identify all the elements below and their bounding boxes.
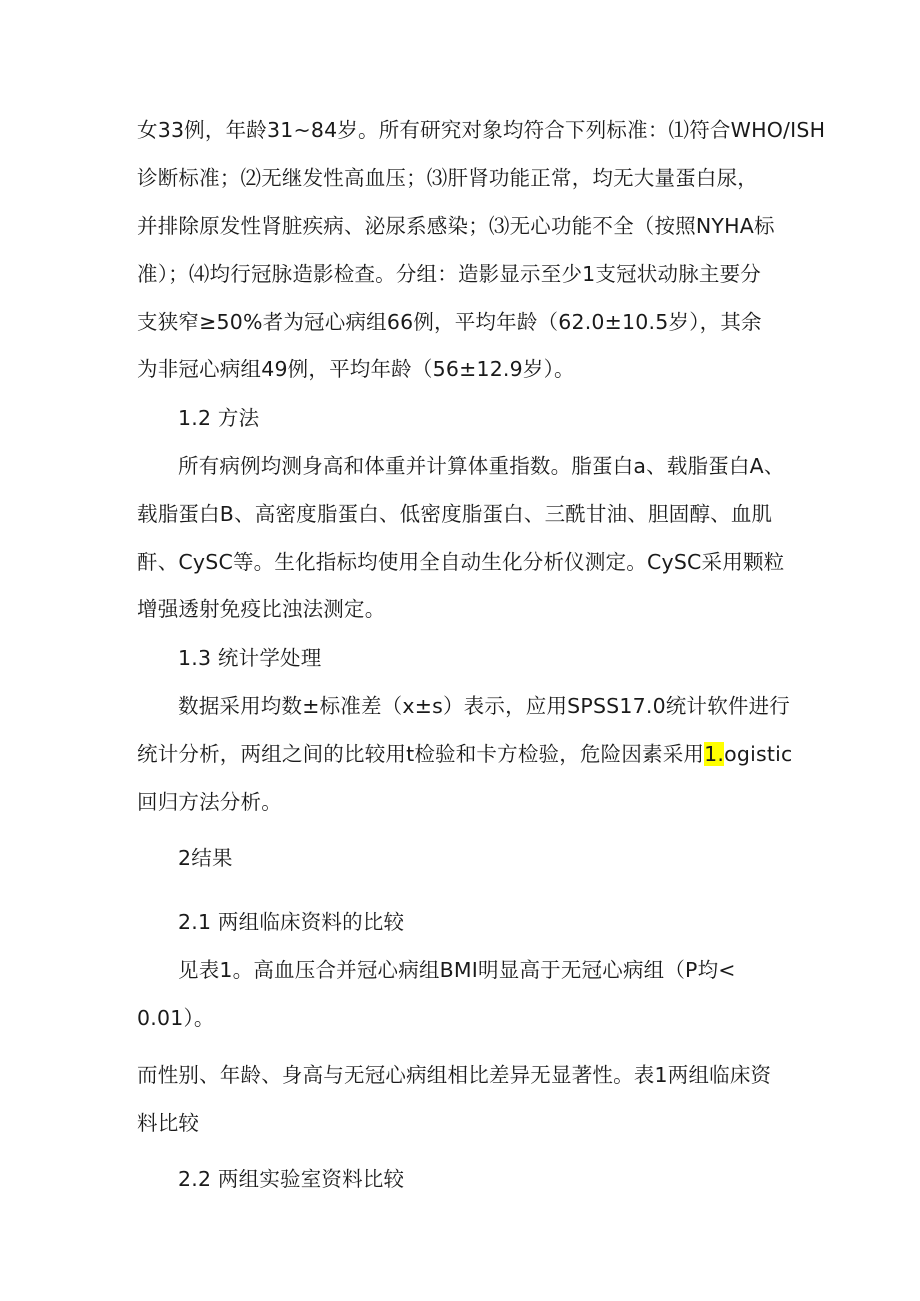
section-heading-1-3: 1.3 统计学处理 bbox=[178, 646, 322, 670]
text-segment: ogistic bbox=[724, 742, 793, 766]
paragraph-line: 载脂蛋白B、高密度脂蛋白、低密度脂蛋白、三酰甘油、胆固醇、血肌 bbox=[137, 502, 773, 526]
results-heading: 2结果 bbox=[178, 846, 233, 870]
paragraph-line: 女33例，年龄31~84岁。所有研究对象均符合下列标准：⑴符合WHO/ISH bbox=[137, 118, 826, 142]
paragraph-line: 0.01）。 bbox=[137, 1006, 215, 1030]
paragraph-line: 料比较 bbox=[137, 1111, 200, 1135]
text-segment: 统计分析，两组之间的比较用t检验和卡方检验，危险因素采用 bbox=[137, 742, 705, 766]
paragraph-line: 诊断标准；⑵无继发性高血压；⑶肝肾功能正常，均无大量蛋白尿， bbox=[137, 166, 758, 190]
paragraph-line: 数据采用均数±标准差（x±s）表示，应用SPSS17.0统计软件进行 bbox=[178, 694, 791, 718]
paragraph-line: 增强透射免疫比浊法测定。 bbox=[137, 597, 386, 621]
paragraph-line bbox=[137, 739, 792, 769]
section-heading-1-2: 1.2 方法 bbox=[178, 406, 260, 430]
paragraph-line: 支狭窄≥50%者为冠心病组66例，平均年龄（62.0±10.5岁），其余 bbox=[137, 310, 762, 334]
paragraph-line: 准）；⑷均行冠脉造影检查。分组：造影显示至少1支冠状动脉主要分 bbox=[137, 262, 761, 286]
paragraph-line: 酐、CySC等。生化指标均使用全自动生化分析仪测定。CySC采用颗粒 bbox=[137, 550, 785, 574]
paragraph-line: 见表1。高血压合并冠心病组BMI明显高于无冠心病组（P均< bbox=[178, 958, 736, 982]
paragraph-line: 所有病例均测身高和体重并计算体重指数。脂蛋白a、载脂蛋白A、 bbox=[178, 454, 785, 478]
section-heading-2-2: 2.2 两组实验室资料比较 bbox=[178, 1167, 405, 1191]
section-heading-2-1: 2.1 两组临床资料的比较 bbox=[178, 910, 405, 934]
paragraph-line: 为非冠心病组49例，平均年龄（56±12.9岁）。 bbox=[137, 357, 575, 381]
paragraph-line: 回归方法分析。 bbox=[137, 790, 282, 814]
paragraph-line: 并排除原发性肾脏疾病、泌尿系感染；⑶无心功能不全（按照NYHA标 bbox=[137, 214, 775, 238]
highlighted-text: 1. bbox=[704, 742, 725, 766]
paragraph-line: 而性别、年龄、身高与无冠心病组相比差异无显著性。表1两组临床资 bbox=[137, 1063, 772, 1087]
